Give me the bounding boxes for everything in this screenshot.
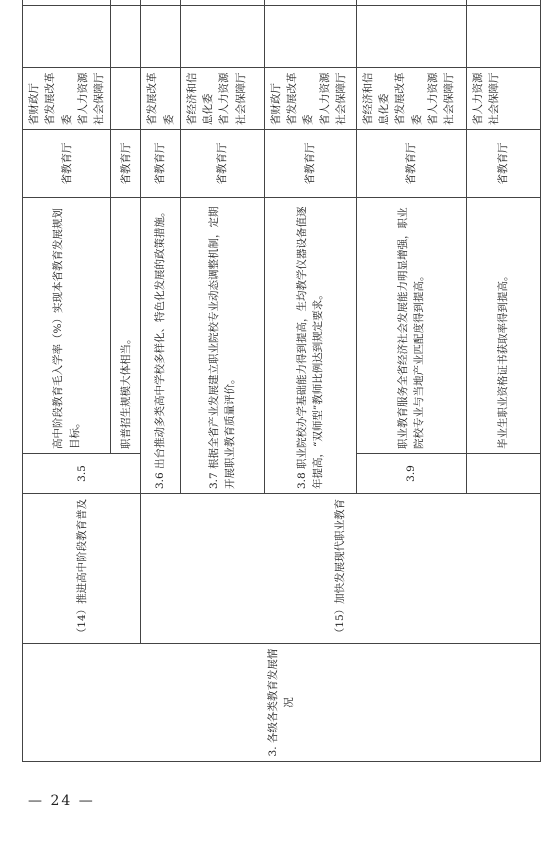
item-number-empty xyxy=(466,454,540,494)
partner-depts: 省发展改革委 xyxy=(141,68,181,130)
item-text xyxy=(264,198,356,494)
blank-cell xyxy=(23,0,111,6)
item-number: 3.5 xyxy=(23,454,141,494)
item-text xyxy=(141,198,181,494)
item-text: 毕业生职业资格证书获取率得到提高。 xyxy=(466,198,540,454)
item-text: 职业教育服务全省经济社会发展能力明显增强，职业院校专业与当地产业匹配度得到提高。 xyxy=(356,198,466,454)
partner-depts: 省人力资源社会保障厅 xyxy=(466,68,540,130)
item-text xyxy=(180,198,264,494)
partner-depts: 省经济和信息化委 省人力资源社会保障厅 xyxy=(180,68,264,130)
category-cell: 3. 各级各类教育发展情况 xyxy=(23,644,541,762)
lead-dept: 省教育厅 xyxy=(180,130,264,198)
evaluation-table xyxy=(22,0,541,762)
blank-cell xyxy=(466,6,540,68)
partner-depts xyxy=(111,68,141,130)
rotated-table-frame xyxy=(22,28,532,762)
lead-dept: 省教育厅 xyxy=(141,130,181,198)
blank-cell xyxy=(356,0,466,6)
item-text: 职普招生规模大体相当。 xyxy=(111,198,141,454)
blank-cell xyxy=(111,6,141,68)
item-number: 3.6 xyxy=(154,472,167,489)
partner-depts: 省财政厅 省发展改革委 省人力资源社会保障厅 xyxy=(23,68,111,130)
blank-cell xyxy=(356,6,466,68)
lead-dept: 省教育厅 xyxy=(23,130,111,198)
blank-cell xyxy=(141,0,181,6)
blank-cell xyxy=(264,0,356,6)
blank-cell xyxy=(466,0,540,6)
blank-cell xyxy=(180,6,264,68)
partner-depts: 省财政厅 省发展改革委 省人力资源社会保障厅 xyxy=(264,68,356,130)
table-row xyxy=(23,0,111,762)
lead-dept: 省教育厅 xyxy=(111,130,141,198)
rotated-table xyxy=(22,28,532,762)
blank-cell xyxy=(180,0,264,6)
item-number: 3.7 xyxy=(208,472,221,489)
section-heading: （15）加快发展现代职业教育 xyxy=(141,494,541,644)
item-text: 高中阶段教育毛入学率（%）实现本省教育发展规划目标。 xyxy=(23,198,111,454)
section-heading: （14）推进高中阶段教育普及 xyxy=(23,494,141,644)
lead-dept: 省教育厅 xyxy=(264,130,356,198)
item-text-body: 根据全省产业发展建立职业院校专业动态调整机制，定期开展职业教育质量评价。 xyxy=(208,206,237,489)
item-text-body: 职业院校办学基础能力得到提高，生均教学仪器设备值逐年提高，“双师型”教师比例达到规定要求。 xyxy=(296,206,325,489)
page-number: — 24 — xyxy=(28,793,95,809)
blank-cell xyxy=(264,6,356,68)
lead-dept: 省教育厅 xyxy=(356,130,466,198)
blank-cell xyxy=(23,6,111,68)
item-text-body: 出台推动多类高中学校多样化、特色化发展的政策措施。 xyxy=(154,206,167,469)
lead-dept: 省教育厅 xyxy=(466,130,540,198)
blank-cell xyxy=(141,6,181,68)
blank-cell xyxy=(111,0,141,6)
item-number: 3.8 xyxy=(296,472,309,489)
partner-depts: 省经济和信息化委 省发展改革委 省人力资源社会保障厅 xyxy=(356,68,466,130)
item-number: 3.9 xyxy=(356,454,466,494)
